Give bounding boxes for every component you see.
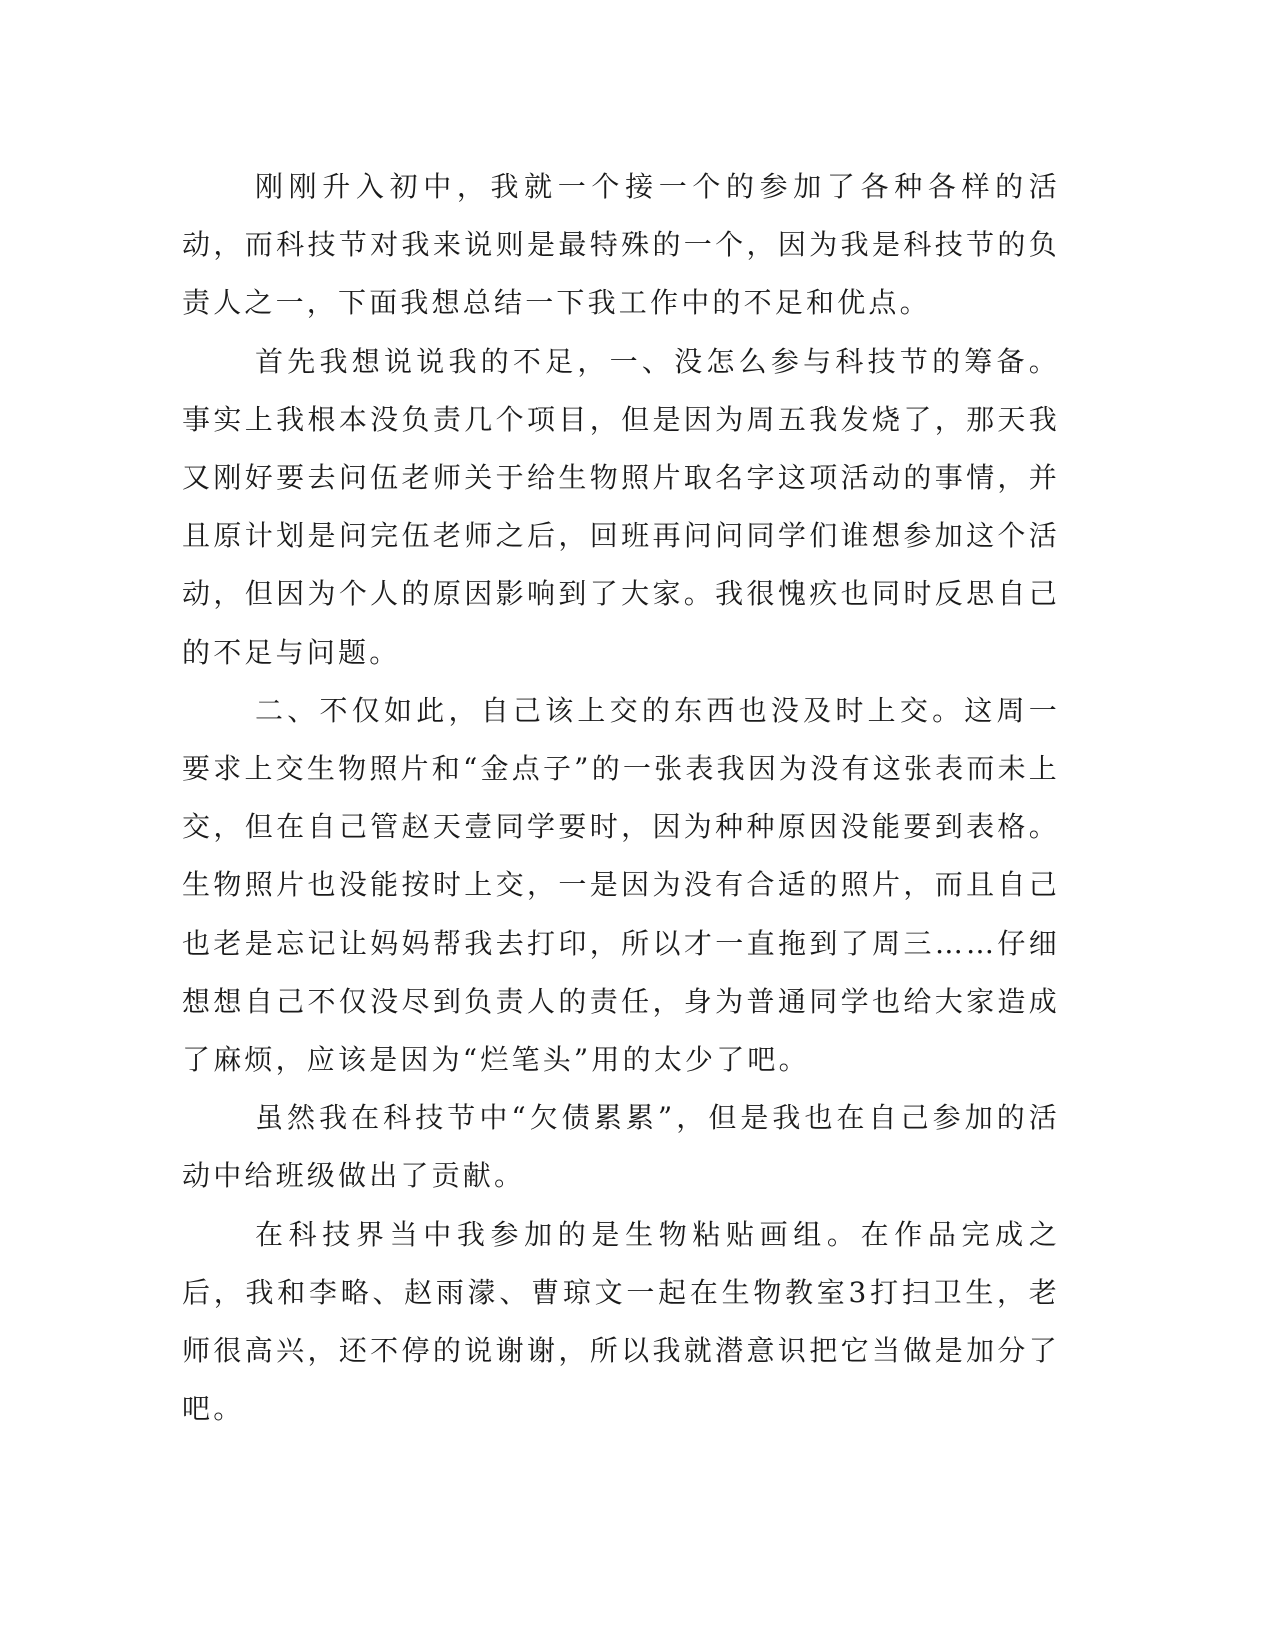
- paragraph-3: 二、不仅如此，自己该上交的东西也没及时上交。这周一要求上交生物照片和“金点子”的一张表我因为没有这张表而未上交，但在自己管赵天壹同学要时，因为种种原因没能要到表格。生物照片也没能按时上交，一是因为没有合适的照片，而且自己也老是忘记让妈妈帮我去打印，所以才一直拖到了周三……仔细想想自己不仅没尽到负责人的责任，身为普通同学也给大家造成了麻烦，应该是因为“烂笔头”用的太少了吧。: [182, 693, 1060, 1077]
- paragraph-2: 首先我想说说我的不足，一、没怎么参与科技节的筹备。事实上我根本没负责几个项目，但是因为周五我发烧了，那天我又刚好要去问伍老师关于给生物照片取名字这项活动的事情，并且原计划是问完伍老师之后，回班再问问同学们谁想参加这个活动，但因为个人的原因影响到了大家。我很愧疚也同时反思自己的不足与问题。: [182, 344, 1060, 669]
- paragraph-5: 在科技界当中我参加的是生物粘贴画组。在作品完成之后，我和李略、赵雨濛、曹琼文一起在生物教室3打扫卫生，老师很高兴，还不停的说谢谢，所以我就潜意识把它当做是加分了吧。: [182, 1217, 1060, 1426]
- paragraph-4: 虽然我在科技节中“欠债累累”，但是我也在自己参加的活动中给班级做出了贡献。: [182, 1101, 1060, 1193]
- paragraph-1: 刚刚升入初中，我就一个接一个的参加了各种各样的活动，而科技节对我来说则是最特殊的一个，因为我是科技节的负责人之一，下面我想总结一下我工作中的不足和优点。: [182, 170, 1060, 320]
- document-body: [182, 158, 1060, 1438]
